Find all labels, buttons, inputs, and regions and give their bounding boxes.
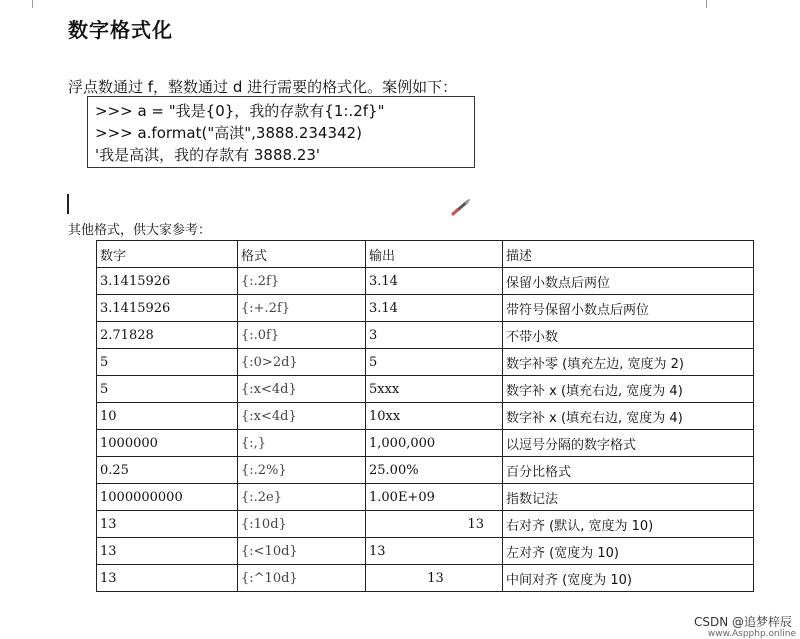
cell-output: 3	[366, 322, 503, 349]
pen-cursor-icon	[450, 197, 472, 221]
table-body	[97, 268, 754, 592]
cell-description: 保留小数点后两位	[503, 268, 754, 295]
cell-output: 10xx	[366, 403, 503, 430]
cell-number: 13	[97, 565, 238, 592]
cell-output: 1,000,000	[366, 430, 503, 457]
header-description: 描述	[503, 241, 754, 268]
cell-output: 5xxx	[366, 376, 503, 403]
code-line-1: >>> a = "我是{0}，我的存款有{1:.2f}"	[95, 102, 385, 120]
header-format: 格式	[238, 241, 366, 268]
cell-description: 带符号保留小数点后两位	[503, 295, 754, 322]
cell-format: {:10d}	[238, 511, 366, 538]
table-row	[97, 484, 754, 511]
cell-format: {:+.2f}	[238, 295, 366, 322]
cell-format: {:0>2d}	[238, 349, 366, 376]
cell-format: {:.0f}	[238, 322, 366, 349]
cell-format: {:<10d}	[238, 538, 366, 565]
code-example-box	[87, 96, 475, 168]
table-row	[97, 511, 754, 538]
cell-number: 5	[97, 376, 238, 403]
table-row	[97, 457, 754, 484]
page-corner-mark-right	[706, 0, 707, 8]
cell-format: {:.2%}	[238, 457, 366, 484]
code-line-2: >>> a.format("高淇",3888.234342)	[95, 124, 362, 142]
table-row	[97, 268, 754, 295]
text-cursor	[67, 194, 69, 214]
cell-number: 1000000	[97, 430, 238, 457]
cell-number: 3.1415926	[97, 295, 238, 322]
cell-output: 25.00%	[366, 457, 503, 484]
header-number: 数字	[97, 241, 238, 268]
cell-description: 不带小数	[503, 322, 754, 349]
cell-format: {:x<4d}	[238, 403, 366, 430]
cell-output: 13	[366, 538, 503, 565]
table-row	[97, 538, 754, 565]
header-output: 输出	[366, 241, 503, 268]
cell-description: 左对齐 (宽度为 10)	[503, 538, 754, 565]
table-row	[97, 565, 754, 592]
cell-description: 数字补 x (填充右边, 宽度为 4)	[503, 376, 754, 403]
cell-output: 3.14	[366, 295, 503, 322]
code-line-3: '我是高淇，我的存款有 3888.23'	[95, 146, 321, 164]
cell-description: 百分比格式	[503, 457, 754, 484]
cell-number: 2.71828	[97, 322, 238, 349]
format-table	[96, 240, 754, 592]
page-corner-mark-left	[32, 0, 33, 8]
cell-description: 中间对齐 (宽度为 10)	[503, 565, 754, 592]
intro-text: 浮点数通过 f，整数通过 d 进行需要的格式化。案例如下：	[68, 78, 458, 96]
cell-number: 10	[97, 403, 238, 430]
table-subheading: 其他格式，供大家参考：	[68, 223, 212, 238]
table-row	[97, 295, 754, 322]
table-row	[97, 349, 754, 376]
cell-output: 5	[366, 349, 503, 376]
table-row	[97, 376, 754, 403]
cell-number: 13	[97, 538, 238, 565]
cell-number: 0.25	[97, 457, 238, 484]
cell-number: 1000000000	[97, 484, 238, 511]
cell-format: {:.2e}	[238, 484, 366, 511]
table-header-row	[97, 241, 754, 268]
cell-output: 13	[366, 565, 503, 592]
site-watermark: www.Aspphp.online	[707, 629, 796, 639]
cell-output: 3.14	[366, 268, 503, 295]
cell-number: 13	[97, 511, 238, 538]
table-row	[97, 430, 754, 457]
cell-number: 5	[97, 349, 238, 376]
table-row	[97, 322, 754, 349]
page-title: 数字格式化	[68, 18, 173, 42]
csdn-watermark: CSDN @追梦梓辰	[693, 615, 792, 629]
cell-description: 数字补零 (填充左边, 宽度为 2)	[503, 349, 754, 376]
table-row	[97, 403, 754, 430]
cell-number: 3.1415926	[97, 268, 238, 295]
cell-format: {:,}	[238, 430, 366, 457]
cell-description: 数字补 x (填充右边, 宽度为 4)	[503, 403, 754, 430]
cell-format: {:.2f}	[238, 268, 366, 295]
cell-format: {:^10d}	[238, 565, 366, 592]
cell-format: {:x<4d}	[238, 376, 366, 403]
cell-description: 指数记法	[503, 484, 754, 511]
cell-output: 1.00E+09	[366, 484, 503, 511]
cell-output: 13	[366, 511, 503, 538]
cell-description: 以逗号分隔的数字格式	[503, 430, 754, 457]
cell-description: 右对齐 (默认, 宽度为 10)	[503, 511, 754, 538]
